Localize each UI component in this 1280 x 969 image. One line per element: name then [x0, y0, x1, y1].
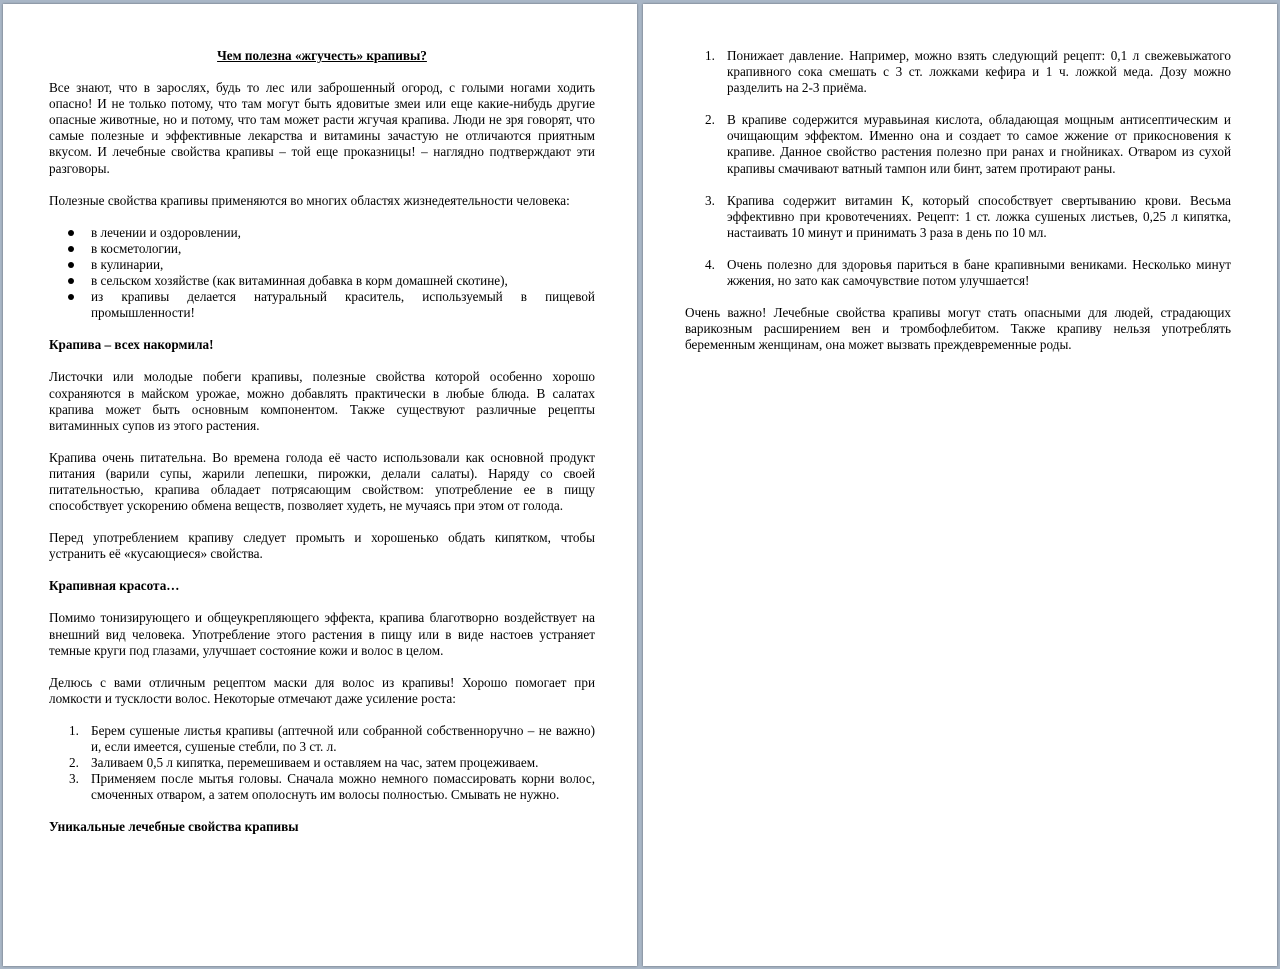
intro-paragraph: Все знают, что в зарослях, будь то лес или заброшенный огород, с голыми ногами ходить опасно! И не только потому, что там могут быть ядовитые змеи или еще какие-нибудь другие опасные животные, но и потому, что там может расти жгучая крапива. Люди не зря говорят, что самые полезные и эффективные лекарства и витамины зачастую не отличаются приятным вкусом. И лечебные свойства крапивы – той еще проказницы! – наглядно подтверждают эти разговоры.: [49, 80, 595, 176]
list-item: [49, 257, 595, 273]
list-item-text: Очень полезно для здоровья париться в бане крапивными вениками. Несколько минут жжения, но зато как самочувствие потом улучшается!: [727, 256, 1231, 289]
list-item: [685, 112, 1231, 176]
heading-beauty: Крапивная красота…: [49, 578, 180, 594]
list-number: 4.: [705, 256, 715, 272]
beauty-paragraph-2: Делюсь с вами отличным рецептом маски для волос из крапивы! Хорошо помогает при ломкости и тусклости волос. Некоторые отмечают даже усиление роста:: [49, 674, 595, 706]
list-item: [49, 723, 595, 755]
bullet-icon: [68, 246, 74, 252]
document-page-left: [3, 4, 637, 966]
list-item: [49, 241, 595, 257]
list-item-text: в лечении и оздоровлении,: [91, 224, 241, 240]
list-item: [49, 273, 595, 289]
list-item-text: Понижает давление. Например, можно взять следующий рецепт: 0,1 л свежевыжатого крапивного сока смешать с 3 ст. ложками кефира и 1 ч. ложкой меда. Дозу можно разделить на 2-3 приёма.: [727, 48, 1231, 96]
food-paragraph-2: Крапива очень питательна. Во времена голода её часто использовали как основной продукт питания (варили супы, жарили лепешки, пирожки, делали салаты). Наряду со своей питательностью, крапива обладает потрясающим свойством: употребление ее в пищу способствует ускорению обмена веществ, позволяет худеть, не мучаясь при этом от голода.: [49, 449, 595, 514]
list-item-text: в кулинарии,: [91, 256, 164, 272]
heading-unique: Уникальные лечебные свойства крапивы: [49, 819, 299, 835]
bullet-icon: [68, 262, 74, 268]
list-item-text: В крапиве содержится муравьиная кислота, обладающая мощным антисептическим и очищающим эффектом. Именно она и создает то самое жжение от прикосновения к крапиве. Данное свойство растения полезно при ранах и гнойниках. Отваром из сухой крапивы смачивают ватный тампон или бинт, затем протирают раны.: [727, 112, 1231, 176]
list-item: [685, 193, 1231, 241]
food-paragraph-3: Перед употреблением крапиву следует промыть и хорошенько обдать кипятком, чтобы устранить её «кусающиеся» свойства.: [49, 530, 595, 562]
list-item-text: Берем сушеные листья крапивы (аптечной или собранной собственноручно – не важно) и, если имеется, сушеные стебли, по 3 ст. л.: [91, 722, 595, 754]
list-item-text: Крапива содержит витамин К, который способствует свертыванию крови. Весьма эффективно при кровотечениях. Рецепт: 1 ст. ложка сушеных листьев, 0,25 л кипятка, настаивать 10 минут и принимать 3 раза в день по 10 мл.: [727, 192, 1231, 240]
beauty-paragraph-1: Помимо тонизирующего и общеукрепляющего эффекта, крапива благотворно воздействует на внешний вид человека. Употребление этого растения в пищу или в виде настоев устраняет темные круги под глазами, улучшает состояние кожи и волос в целом.: [49, 610, 595, 658]
food-paragraph-1: Листочки или молодые побеги крапивы, полезные свойства которой особенно хорошо сохраняются в майском урожае, можно добавлять практически в любые блюда. В салатах крапива может быть основным компонентом. Также существуют различные рецепты витаминных супов из этого растения.: [49, 369, 595, 433]
list-item-text: Применяем после мытья головы. Сначала можно немного помассировать корни волос, смоченных отваром, а затем ополоснуть им волосы полностью. Смывать не нужно.: [91, 771, 595, 803]
heading-food: Крапива – всех накормила!: [49, 337, 214, 353]
list-item: [49, 289, 595, 321]
article-title: Чем полезна «жгучесть» крапивы?: [217, 48, 427, 63]
list-number: 1.: [705, 48, 715, 63]
list-item-text: Заливаем 0,5 л кипятка, перемешиваем и оставляем на час, затем процеживаем.: [91, 755, 539, 771]
list-item-text: в сельском хозяйстве (как витаминная добавка в корм домашней скотине),: [91, 273, 508, 289]
list-item-text: в косметологии,: [91, 240, 182, 256]
uses-intro-paragraph: Полезные свойства крапивы применяются во многих областях жизнедеятельности человека:: [49, 192, 570, 208]
list-number: 3.: [69, 771, 79, 787]
bullet-icon: [68, 230, 74, 236]
uses-list: [49, 225, 595, 322]
page-content-right: [685, 48, 1231, 369]
list-number: 1.: [69, 722, 79, 738]
list-item-text: из крапивы делается натуральный краситель, используемый в пищевой промышленности!: [91, 289, 595, 321]
list-number: 2.: [69, 755, 79, 771]
warning-paragraph: Очень важно! Лечебные свойства крапивы могут стать опасными для людей, страдающих варикозным расширением вен и тромбофлебитом. Также крапиву нельзя употреблять беременным женщинам, она может вызвать преждевременные роды.: [685, 305, 1231, 353]
recipe-list: [49, 723, 595, 803]
list-item: [685, 257, 1231, 289]
bullet-icon: [68, 278, 74, 284]
list-number: 2.: [705, 112, 715, 128]
list-item: [49, 755, 595, 771]
list-item: [49, 771, 595, 803]
list-item: [685, 48, 1231, 96]
page-content-left: [49, 48, 595, 851]
list-number: 3.: [705, 192, 715, 208]
properties-list: [685, 48, 1231, 289]
bullet-icon: [68, 294, 74, 300]
document-page-right: [643, 4, 1277, 966]
list-item: [49, 225, 595, 241]
